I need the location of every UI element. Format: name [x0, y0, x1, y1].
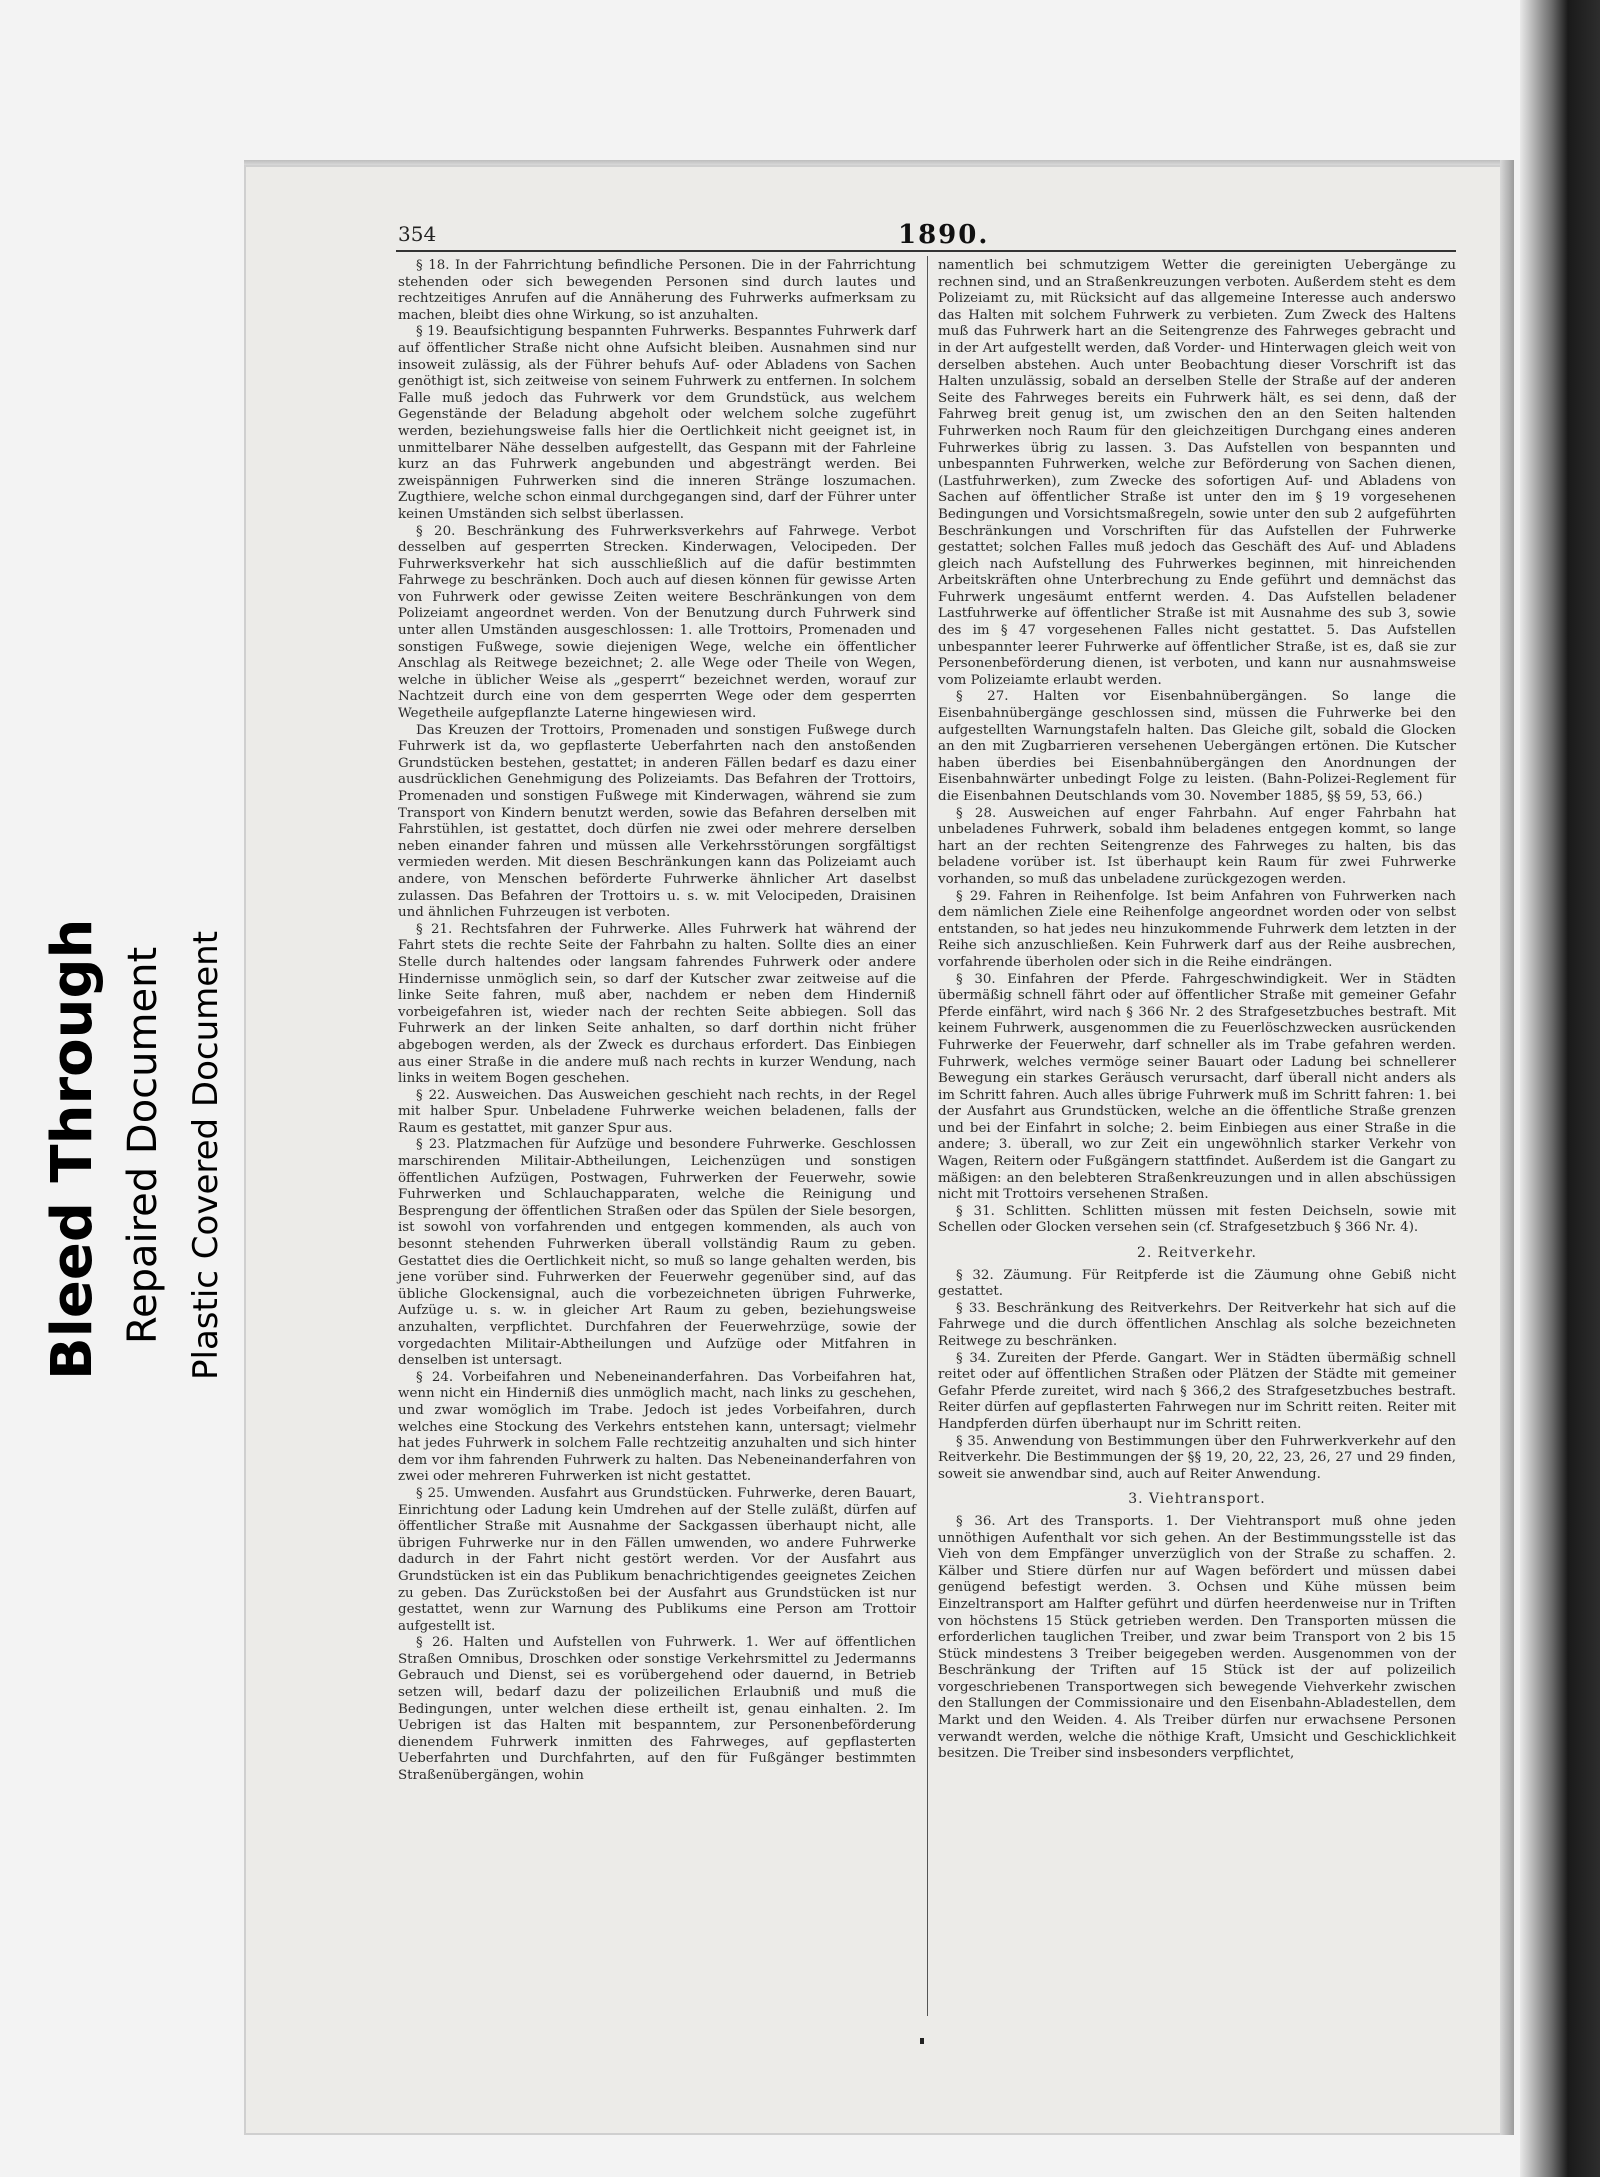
paragraph-s33: § 33. Beschränkung des Reitverkehrs. Der Reitverkehr hat sich auf die Fahrwege und die durch öffentlichen Anschlag als solche bezeichneten Reitwege zu beschränken. [938, 1300, 1456, 1349]
paragraph-s25: § 25. Umwenden. Ausfahrt aus Grundstücken. Fuhrwerke, deren Bauart, Einrichtung oder Ladung kein Umdrehen auf der Stelle zuläßt, dürfen auf öffentlicher Straße mit Ausnahme der Sackgassen überhaupt nicht, alle übrigen Fuhrwerke nur in den Fällen umwenden, wo andere Fuhrwerke dadurch in der Fahrt nicht gestört werden. Vor der Ausfahrt aus Grundstücken ist ein das Publikum benachrichtigendes geeignetes Zeichen zu geben. Das Zurückstoßen bei der Ausfahrt aus Grundstücken ist nur gestattet, wenn zur Warnung des Publikums eine Person am Trottoir aufgestellt ist. [398, 1485, 916, 1634]
paragraph-s21: § 21. Rechtsfahren der Fuhrwerke. Alles Fuhrwerk hat während der Fahrt stets die rechte Seite der Fahrbahn zu halten. Sollte dies an einer Stelle durch haltendes oder langsam fahrendes Fuhrwerk oder andere Hindernisse unmöglich sein, so darf der Kutscher zwar zeitweise auf die linke Seite fahren, muß aber, nachdem er neben dem Hinderniß vorbeigefahren ist, wieder nach der rechten Seite abbiegen. Soll das Fuhrwerk an der linken Seite anhalten, so darf dorthin nicht früher abgebogen werden, als der Zweck es durchaus erfordert. Das Einbiegen aus einer Straße in die andere muß nach rechts in kurzer Wendung, nach links in weitem Bogen geschehen. [398, 921, 916, 1087]
paragraph-s30: § 30. Einfahren der Pferde. Fahrgeschwindigkeit. Wer in Städten übermäßig schnell fährt oder auf öffentlicher Straße mit gemeiner Gefahr Pferde einfährt, wird nach § 366 Nr. 2 des Strafgesetzbuches bestraft. Mit keinem Fuhrwerk, ausgenommen die zu Feuerlöschzwecken ausrückenden Fuhrwerke der Feuerwehr, darf schneller als im Trabe gefahren werden. Fuhrwerk, welches vermöge seiner Bauart oder Ladung bei schnellerer Bewegung ein starkes Geräusch verursacht, darf überall nicht anders als im Schritt fahren. Auch alles übrige Fuhrwerk muß im Schritt fahren: 1. bei der Ausfahrt aus Grundstücken, welche an die öffentliche Straße grenzen und bei der Einfahrt in solche; 2. beim Einbiegen aus einer Straße in die andere; 3. überall, wo zur Zeit ein ungewöhnlich starker Verkehr von Wagen, Reitern oder Fußgängern stattfindet. Außerdem ist die Gangart zu mäßigen: an den belebteren Straßenkreuzungen und in allen abschüssigen nicht mit Trottoirs versehenen Straßen. [938, 971, 1456, 1203]
paragraph-s20-continued: Das Kreuzen der Trottoirs, Promenaden und sonstigen Fußwege durch Fuhrwerk ist da, wo gepflasterte Ueberfahrten nach den anstoßenden Grundstücken bestehen, gestattet; in anderen Fällen bedarf es dazu einer ausdrücklichen Genehmigung des Polizeiamts. Das Befahren der Trottoirs, Promenaden und sonstigen Fußwege mit Kinderwagen, während sie zum Transport von Kindern benutzt werden, sowie das Befahren derselben mit Fahrstühlen, ist gestattet, doch dürfen nie zwei oder mehrere derselben neben einander fahren und müssen alle Verkehrsstörungen sorgfältigst vermieden werden. Mit diesen Beschränkungen kann das Polizeiamt auch andere, von Menschen beförderte Fuhrwerke ähnlicher Art daselbst zulassen. Das Befahren der Trottoirs u. s. w. mit Velocipeden, Draisinen und ähnlichen Fuhrzeugen ist verboten. [398, 722, 916, 921]
section-heading-viehtransport: 3. Viehtransport. [1128, 1491, 1266, 1508]
paragraph-s23: § 23. Platzmachen für Aufzüge und besondere Fuhrwerke. Geschlossen marschirenden Militair-Abtheilungen, Leichenzügen und sonstigen öffentlichen Aufzügen, Postwagen, Fuhrwerken der Feuerwehr, sowie Fuhrwerken und Schlauchapparaten, welche die Reinigung und Besprengung der öffentlichen Straßen oder das Spülen der Siele besorgen, ist sowohl von vorfahrenden und entgegen kommenden, als auch von besonnt stehenden Fuhrwerken überall vollständig Raum zu geben. Gestattet dies die Oertlichkeit nicht, so muß so lange gehalten werden, bis jene vorüber sind. Fuhrwerken der Feuerwehr gegenüber sind, auf das übliche Glockensignal, auch die vorbezeichneten übrigen Fuhrwerke, Aufzüge u. s. w. in gleicher Art Raum zu geben, beziehungsweise anzuhalten, verpflichtet. Durchfahren der Feuerwehrzüge, sowie der vorgedachten Militair-Abtheilungen und Aufzüge oder Mitfahren in denselben ist untersagt. [398, 1137, 916, 1369]
column-divider [927, 256, 928, 2016]
scanner-edge-shadow [1520, 0, 1600, 2177]
paragraph-s34: § 34. Zureiten der Pferde. Gangart. Wer in Städten übermäßig schnell reitet oder auf öffentlichen Straßen oder Plätzen der Städte mit gemeiner Gefahr Pferde zureitet, wird nach § 366,2 des Strafgesetzbuches bestraft. Reiter dürfen auf gepflasterten Fahrwegen nur im Schritt reiten. Reiter mit Handpferden dürfen überhaupt nur im Schritt reiten. [938, 1350, 1456, 1432]
paragraph-s36: § 36. Art des Transports. 1. Der Viehtransport muß ohne jeden unnöthigen Aufenthalt vor sich gehen. An der Bestimmungsstelle ist das Vieh von dem Empfänger unverzüglich von der Straße zu schaffen. 2. Kälber und Stiere dürfen nur auf Wagen befördert und müssen dabei genügend befestigt werden. 3. Ochsen und Kühe müssen beim Einzeltransport am Halfter geführt und dürfen heerdenweise nur in Triften von höchstens 15 Stück getrieben werden. Den Transporten müssen die erforderlichen tauglichen Treiber, und zwar beim Transport von 2 bis 15 Stück mindestens 3 Treiber beigegeben werden. Ausgenommen von der Beschränkung der Triften auf 15 Stück ist der auf polizeilich vorgeschriebenen Transportwegen sich bewegende Viehverkehr zwischen den Stallungen der Commissionaire und den Eisenbahn-Abladestellen, dem Markt und den Weiden. 4. Als Treiber dürfen nur erwachsene Personen verwandt werden, welche die nöthige Kraft, Umsicht und Geschicklichkeit besitzen. Die Treiber sind insbesonders verpflichtet, [938, 1513, 1456, 1762]
paragraph-s26: § 26. Halten und Aufstellen von Fuhrwerk. 1. Wer auf öffentlichen Straßen Omnibus, Droschken oder sonstige Verkehrsmittel zu Jedermanns Gebrauch und Dienst, sei es vorübergehend oder dauernd, in Betrieb setzen will, bedarf dazu der polizeilichen Erlaubniß und muß die Bedingungen, unter welchen diese ertheilt ist, genau einhalten. 2. Im Uebrigen ist das Halten mit bespanntem, zur Personenbeförderung dienendem Fuhrwerk inmitten des Fahrweges, auf gepflasterten Ueberfahrten und Durchfahrten, auf den für Fußgänger bestimmten Straßenübergängen, wohin [398, 1635, 916, 1784]
right-column [938, 258, 1456, 1763]
header-rule [396, 250, 1456, 252]
paragraph-s31: § 31. Schlitten. Schlitten müssen mit festen Deichseln, sowie mit Schellen oder Glocken versehen sein (cf. Strafgesetzbuch § 366 Nr. 4). [938, 1203, 1456, 1236]
plastic-covered-document-label: Plastic Covered Document [186, 930, 226, 1380]
page-year: 1890. [898, 220, 990, 250]
section-heading-reitverkehr: 2. Reitverkehr. [1136, 1245, 1257, 1262]
paragraph-s32: § 32. Zäumung. Für Reitpferde ist die Zäumung ohne Gebiß nicht gestattet. [938, 1267, 1456, 1300]
paragraph-s28: § 28. Ausweichen auf enger Fahrbahn. Auf enger Fahrbahn hat unbeladenes Fuhrwerk, sobald ihm beladenes entgegen kommt, so lange hart an der rechten Seitengrenze des Fahrweges zu halten, bis das beladene vorüber ist. Ist überhaupt kein Raum für zwei Fuhrwerke vorhanden, so muß das unbeladene zurückgezogen werden. [938, 805, 1456, 887]
left-column [398, 258, 916, 1785]
paragraph-s35: § 35. Anwendung von Bestimmungen über den Fuhrwerkverkehr auf den Reitverkehr. Die Bestimmungen der §§ 19, 20, 22, 23, 26, 27 und 29 finden, soweit sie anwendbar sind, auch auf Reiter Anwendung. [938, 1433, 1456, 1482]
bleed-through-label: Bleed Through [40, 918, 105, 1380]
paragraph-s24: § 24. Vorbeifahren und Nebeneinanderfahren. Das Vorbeifahren hat, wenn nicht ein Hinderniß dies unmöglich macht, nach links zu geschehen, und zwar womöglich im Trabe. Jedoch ist jedes Vorbeifahren, durch welches eine Stockung des Verkehrs entstehen kann, untersagt; vielmehr hat jedes Fuhrwerk in solchem Falle rechtzeitig anzuhalten und sich hinter dem vor ihm fahrenden Fuhrwerk zu halten. Das Nebeneinanderfahren von zwei oder mehreren Fuhrwerken ist nicht gestattet. [398, 1369, 916, 1485]
paragraph-s18: § 18. In der Fahrrichtung befindliche Personen. Die in der Fahrrichtung stehenden oder sich bewegenden Personen sind durch lautes und rechtzeitiges Anrufen auf die Annäherung des Fuhrwerks aufmerksam zu machen, bleibt dies ohne Wirkung, so ist anzuhalten. [398, 258, 916, 323]
repaired-document-label [120, 947, 166, 1380]
paragraph-s26-continued: namentlich bei schmutzigem Wetter die gereinigten Uebergänge zu rechnen sind, und an Straßenkreuzungen verboten. Außerdem steht es dem Polizeiamt zu, mit Rücksicht auf das allgemeine Interesse auch anderswo das Halten mit solchem Fuhrwerk zu verbieten. Zum Zweck des Haltens muß das Fuhrwerk hart an die Seitengrenze des Fahrweges gebracht und in der Art aufgestellt werden, daß Vorder- und Hinterwagen gleich weit von derselben abstehen. Auch unter Beobachtung dieser Vorschrift ist das Halten unzulässig, sobald an derselben Stelle der Straße auf der anderen Seite des Fahrweges bereits ein Fuhrwerk hält, es sei denn, daß der Fahrweg breit genug ist, um zwischen den an den Seiten haltenden Fuhrwerken noch Raum für den gleichzeitigen Durchgang eines anderen Fuhrwerkes übrig zu lassen. 3. Das Aufstellen von bespannten und unbespannten Fuhrwerken, welche zur Beförderung von Sachen dienen, (Lastfuhrwerken), zum Zwecke des sofortigen Auf- und Abladens von Sachen auf öffentlicher Straße ist unter den im § 19 vorgesehenen Bedingungen und Vorsichtsmaßregeln, sowie unter den sub 2 aufgeführten Beschränkungen und Vorschriften für das Aufstellen der Fuhrwerke gestattet; solchen Falles muß jedoch das Geschäft des Auf- und Abladens gleich nach Aufstellung des Fuhrwerkes beginnen, mit hinreichenden Arbeitskräften ohne Unterbrechung zu Ende geführt und demnächst das Fuhrwerk ungesäumt entfernt werden. 4. Das Aufstellen beladener Lastfuhrwerke auf öffentlicher Straße ist mit Ausnahme des sub 3, sowie des im § 47 vorgesehenen Falles nicht gestattet. 5. Das Aufstellen unbespannter leerer Fuhrwerke auf öffentlicher Straße, ist es, daß sie zur Personenbeförderung dienen, ist verboten, und kann nur ausnahmsweise vom Polizeiamte erlaubt werden. [938, 258, 1456, 688]
paragraph-s22: § 22. Ausweichen. Das Ausweichen geschieht nach rechts, in der Regel mit halber Spur. Unbeladene Fuhrwerke weichen beladenen, falls der Raum es gestattet, mit ganzer Spur aus. [398, 1087, 916, 1136]
page-right-edge [1500, 160, 1514, 2135]
paragraph-s27: § 27. Halten vor Eisenbahnübergängen. So lange die Eisenbahnübergänge geschlossen sind, müssen die Fuhrwerke bei den aufgestellten Warnungstafeln halten. Das Gleiche gilt, sobald die Glocken an den mit Zugbarrieren versehenen Uebergängen ertönen. Die Kutscher haben überdies bei Eisenbahnübergängen den Anordnungen der Eisenbahnwärter unbedingt Folge zu leisten. (Bahn-Polizei-Reglement für die Eisenbahnen Deutschlands vom 30. November 1885, §§ 59, 53, 66.) [938, 689, 1456, 804]
repaired-document-text: Repaired Document [120, 946, 166, 1344]
paragraph-s20: § 20. Beschränkung des Fuhrwerksverkehrs auf Fahrwege. Verbot desselben auf gesperrten Strecken. Kinderwagen, Velocipeden. Der Fuhrwerksverkehr hat sich ausschließlich auf die dafür bestimmten Fahrwege zu beschränken. Doch auch auf diesen können für gewisse Arten von Fuhrwerk oder gewisse Zeiten weitere Beschränkungen von dem Polizeiamt angeordnet werden. Von der Benutzung durch Fuhrwerk sind unter allen Umständen ausgeschlossen: 1. alle Trottoirs, Promenaden und sonstigen Fußwege, sowie diejenigen Wege, welche ein öffentlicher Anschlag als Reitwege bezeichnet; 2. alle Wege oder Theile von Wegen, welche in üblicher Weise als „gesperrt“ bezeichnet werden, worauf zur Nachtzeit durch eine von dem gesperrten Wege oder dem gesperrten Wegetheile aufgepflanzte Laterne hingewiesen wird. [398, 523, 916, 722]
page-number: 354 [398, 222, 437, 246]
ink-mark [920, 2038, 924, 2044]
paragraph-s19: § 19. Beaufsichtigung bespannten Fuhrwerks. Bespanntes Fuhrwerk darf auf öffentlicher Straße nicht ohne Aufsicht bleiben. Ausnahmen sind nur insoweit zulässig, als der Führer behufs Auf- oder Abladens von Sachen genöthigt ist, sich zeitweise von seinem Fuhrwerk zu entfernen. In solchem Falle muß jedoch das Fuhrwerk vor dem Grundstück, aus welchem Gegenstände der Beladung abgeholt oder welchem solche zugeführt werden, beziehungsweise falls hier die Oertlichkeit nicht geeignet ist, in unmittelbarer Nähe desselben aufgestellt, das Gespann mit der Fahrleine kurz an das Fuhrwerk angebunden und abgesträngt werden. Bei zweispännigen Fuhrwerken sind die inneren Stränge loszumachen. Zugthiere, welche schon einmal durchgegangen sind, darf der Führer unter keinen Umständen sich selbst überlassen. [398, 324, 916, 522]
paragraph-s29: § 29. Fahren in Reihenfolge. Ist beim Anfahren von Fuhrwerken nach dem nämlichen Ziele eine Reihenfolge angeordnet worden oder von selbst entstanden, so hat jedes neu hinzukommende Fuhrwerk dem letzten in der Reihe sich anzuschließen. Kein Fuhrwerk darf aus der Reihe ausbrechen, vorfahrende überholen oder sich in die Reihe eindrängen. [938, 888, 1456, 970]
